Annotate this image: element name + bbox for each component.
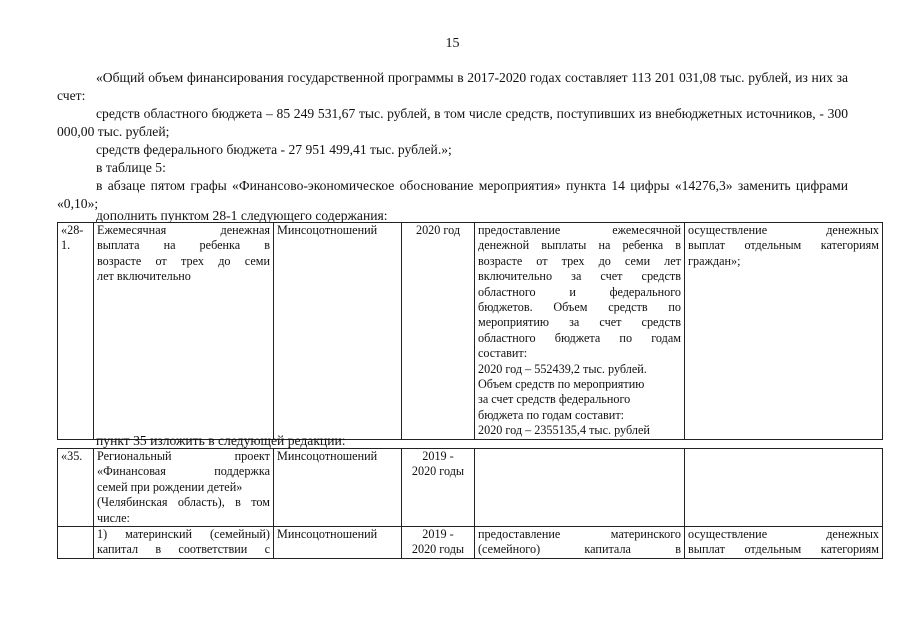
page-number: 15 (445, 36, 460, 51)
paragraph-total-financing: «Общий объем финансирования государственной программы в 2017-2020 годах составляет 113 201 031,08 тыс. рублей, из них за счет: (57, 70, 848, 103)
table-item-35 (57, 448, 883, 559)
cell-measure-name: Региональный проект «Финансовая поддержка семей при рождении детей» (Челябинская область), в том числе: (94, 449, 274, 527)
cell-expected-result: осуществление денежных выплат отдельным категориям граждан»; (685, 223, 883, 440)
paragraph-federal-budget: средств федерального бюджета - 27 951 499,41 тыс. рублей.»; (96, 142, 452, 157)
cell-expected-result (685, 449, 883, 527)
cell-year: 2020 год (402, 223, 475, 440)
table-row (58, 449, 883, 527)
paragraph-item-35: пункт 35 изложить в следующей редакции: (96, 433, 346, 448)
cell-executor: Минсоцотношений (274, 223, 402, 440)
cell-year: 2019 - 2020 годы (402, 527, 475, 559)
paragraph-replace-figures: в абзаце пятом графы «Финансово-экономическое обоснование мероприятия» пункта 14 цифры «14276,3» заменить цифрами «0,10»; (57, 178, 848, 211)
table-row (58, 527, 883, 559)
cell-executor: Минсоцотношений (274, 527, 402, 559)
cell-description (475, 449, 685, 527)
cell-executor: Минсоцотношений (274, 449, 402, 527)
cell-measure-name: 1) материнский (семейный) капитал в соответствии с (94, 527, 274, 559)
paragraph-regional-budget: средств областного бюджета – 85 249 531,67 тыс. рублей, в том числе средств, поступивших из внебюджетных источников, - 300 000,00 тыс. рублей; (57, 106, 848, 139)
cell-year: 2019 - 2020 годы (402, 449, 475, 527)
cell-expected-result: осуществление денежных выплат отдельным категориям (685, 527, 883, 559)
paragraph-table5: в таблице 5: (96, 160, 166, 175)
cell-description: предоставление ежемесячной денежной выплаты на ребенка в возрасте от трех до семи лет включительно за счет средств областного и федерального бюджетов. Объем средств по мероприятию за счет средств областного бюджета по годам составит: 2020 год – 552439,2 тыс. рублей. Объем средств по мероприятию за счет средств федерального бюджета по годам составит: 2020 год – 2355135,4 тыс. рублей (475, 223, 685, 440)
table-row (58, 223, 883, 440)
cell-description: предоставление материнского (семейного) капитала в (475, 527, 685, 559)
paragraph-add-item: дополнить пунктом 28-1 следующего содержания: (96, 208, 388, 223)
cell-measure-name: Ежемесячная денежная выплата на ребенка в возрасте от трех до семи лет включительно (94, 223, 274, 440)
table-item-28-1 (57, 222, 883, 440)
cell-number (58, 527, 94, 559)
cell-number: «35. (58, 449, 94, 527)
cell-number: «28-1. (58, 223, 94, 440)
